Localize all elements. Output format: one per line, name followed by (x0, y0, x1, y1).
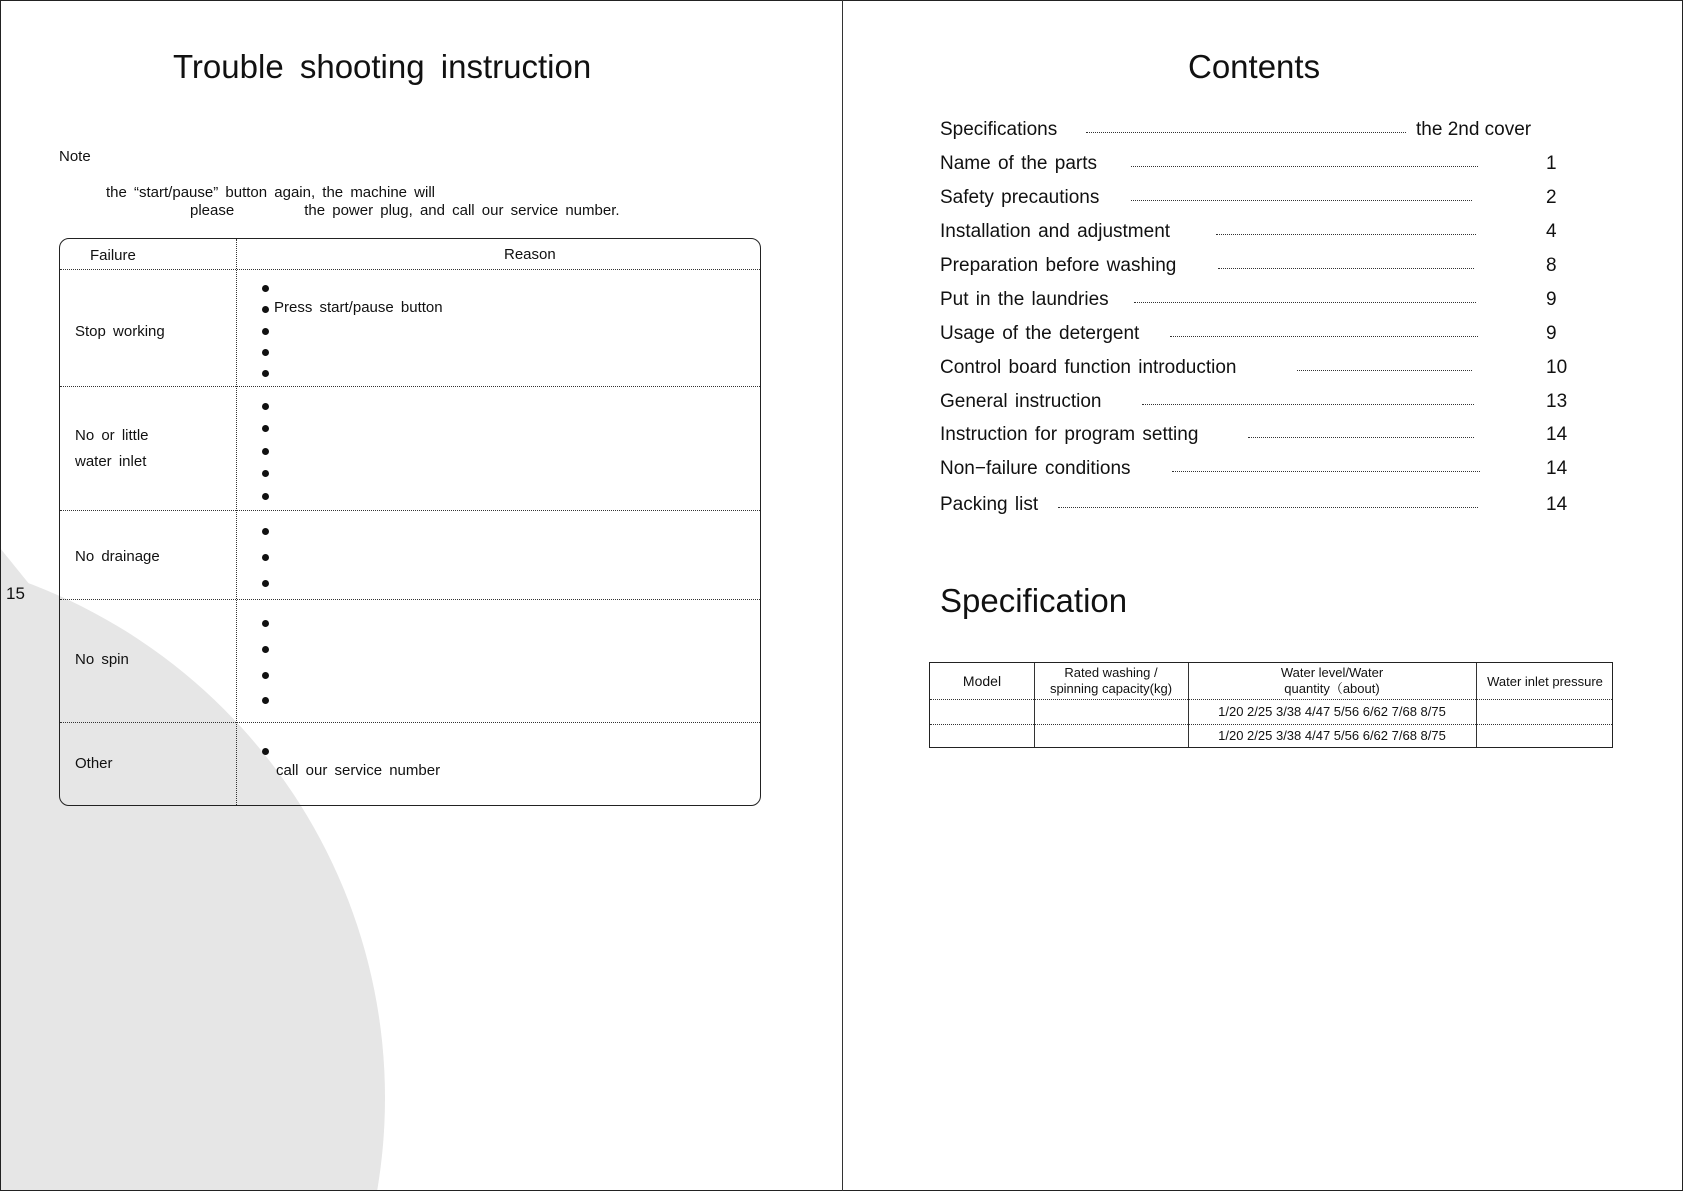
failure-no-spin: No spin (75, 651, 129, 668)
bullet (262, 470, 269, 477)
toc-leader (1297, 370, 1472, 371)
bullet (262, 403, 269, 410)
bullet (262, 554, 269, 561)
toc-page: 8 (1546, 255, 1557, 276)
row-divider (60, 386, 760, 387)
page-number: 15 (6, 584, 25, 603)
toc-page: 10 (1546, 357, 1568, 378)
toc-label: Put in the laundries (940, 289, 1109, 310)
header-divider (60, 269, 760, 270)
header-failure: Failure (90, 247, 136, 264)
toc-label: Installation and adjustment (940, 221, 1171, 242)
header-water-2: quantity（about) (1284, 681, 1380, 696)
column-divider (236, 239, 237, 805)
header-pressure: Water inlet pressure (1487, 674, 1603, 689)
toc-entry[interactable] (940, 391, 1568, 415)
bullet (262, 328, 269, 335)
failure-no-drainage: No drainage (75, 548, 160, 565)
bullet (262, 285, 269, 292)
toc-page: 13 (1546, 391, 1568, 412)
toc-page: 9 (1546, 289, 1557, 310)
toc-page: 2 (1546, 187, 1557, 208)
toc-label: Packing list (940, 494, 1039, 515)
trouble-shooting-table (59, 238, 761, 806)
toc-label: Control board function introduction (940, 357, 1237, 378)
specification-table (929, 662, 1613, 748)
toc-leader (1058, 507, 1478, 508)
toc-leader (1170, 336, 1478, 337)
row-divider (60, 510, 760, 511)
note-line-2b: the power plug, and call our service number. (304, 202, 620, 219)
reason-call-service: call our service number (276, 762, 441, 779)
header-capacity-2: spinning capacity(kg) (1049, 681, 1173, 696)
toc-label: Preparation before washing (940, 255, 1177, 276)
failure-no-water-inlet-2: water inlet (75, 453, 147, 470)
toc-label: Non−failure conditions (940, 458, 1131, 479)
toc-entry[interactable] (940, 323, 1568, 347)
header-reason: Reason (504, 246, 556, 263)
bullet (262, 580, 269, 587)
bullet (262, 528, 269, 535)
toc-page: 9 (1546, 323, 1557, 344)
toc-entry[interactable] (940, 494, 1568, 518)
bullet (262, 370, 269, 377)
failure-stop-working: Stop working (75, 323, 165, 340)
toc-entry[interactable] (940, 255, 1568, 279)
toc-entry[interactable] (940, 424, 1568, 448)
note-line-1: the “start/pause” button again, the machine will (106, 184, 436, 201)
toc-leader (1248, 437, 1474, 438)
toc-entry[interactable] (940, 221, 1568, 245)
row1-water-level: 1/20 2/25 3/38 4/47 5/56 6/62 7/68 8/75 (1218, 704, 1446, 719)
toc-leader (1131, 200, 1472, 201)
specification-title: Specification (940, 582, 1128, 619)
toc-entry[interactable] (940, 119, 1568, 143)
row2-water-level: 1/20 2/25 3/38 4/47 5/56 6/62 7/68 8/75 (1218, 728, 1446, 743)
toc-leader (1142, 404, 1474, 405)
reason-press-start-pause: Press start/pause button (274, 299, 443, 316)
toc-leader (1172, 471, 1480, 472)
bullet (262, 620, 269, 627)
toc-entry[interactable] (940, 153, 1568, 177)
toc-page: 4 (1546, 221, 1557, 242)
contents-title: Contents (1188, 48, 1321, 85)
toc-label: General instruction (940, 391, 1102, 412)
bullet (262, 672, 269, 679)
bullet (262, 697, 269, 704)
toc-entry[interactable] (940, 357, 1568, 381)
toc-page: 14 (1546, 424, 1568, 445)
row-divider (60, 599, 760, 600)
bullet (262, 306, 269, 313)
toc-label: Instruction for program setting (940, 424, 1199, 445)
bullet (262, 748, 269, 755)
note-line-2 (190, 202, 620, 219)
note-label: Note (59, 148, 91, 165)
failure-other: Other (75, 755, 113, 772)
bullet (262, 425, 269, 432)
toc-page: 14 (1546, 458, 1568, 479)
row-divider (930, 699, 1612, 700)
toc-entry[interactable] (940, 458, 1568, 482)
toc-leader (1218, 268, 1474, 269)
header-capacity-1: Rated washing / (1064, 665, 1158, 680)
bullet (262, 349, 269, 356)
note-line-2a: please (190, 202, 235, 219)
bullet (262, 493, 269, 500)
toc-page: 1 (1546, 153, 1557, 174)
toc-label: Specifications (940, 119, 1058, 140)
failure-no-water-inlet-1: No or little (75, 427, 149, 444)
toc-label: Name of the parts (940, 153, 1098, 174)
toc-label: Usage of the detergent (940, 323, 1140, 344)
bullet (262, 646, 269, 653)
page-spine (842, 0, 843, 1191)
toc-leader (1216, 234, 1476, 235)
toc-leader (1131, 166, 1478, 167)
toc-page: 14 (1546, 494, 1568, 515)
toc-leader (1086, 132, 1406, 133)
bullet (262, 448, 269, 455)
trouble-shooting-title: Trouble shooting instruction (173, 48, 592, 85)
toc-label: Safety precautions (940, 187, 1100, 208)
toc-entry[interactable] (940, 187, 1568, 211)
header-water-1: Water level/Water (1280, 665, 1384, 680)
toc-entry[interactable] (940, 289, 1568, 313)
row-divider (930, 724, 1612, 725)
toc-leader (1134, 302, 1476, 303)
header-model: Model (962, 673, 1002, 689)
row-divider (60, 722, 760, 723)
toc-page: the 2nd cover (1416, 119, 1532, 140)
